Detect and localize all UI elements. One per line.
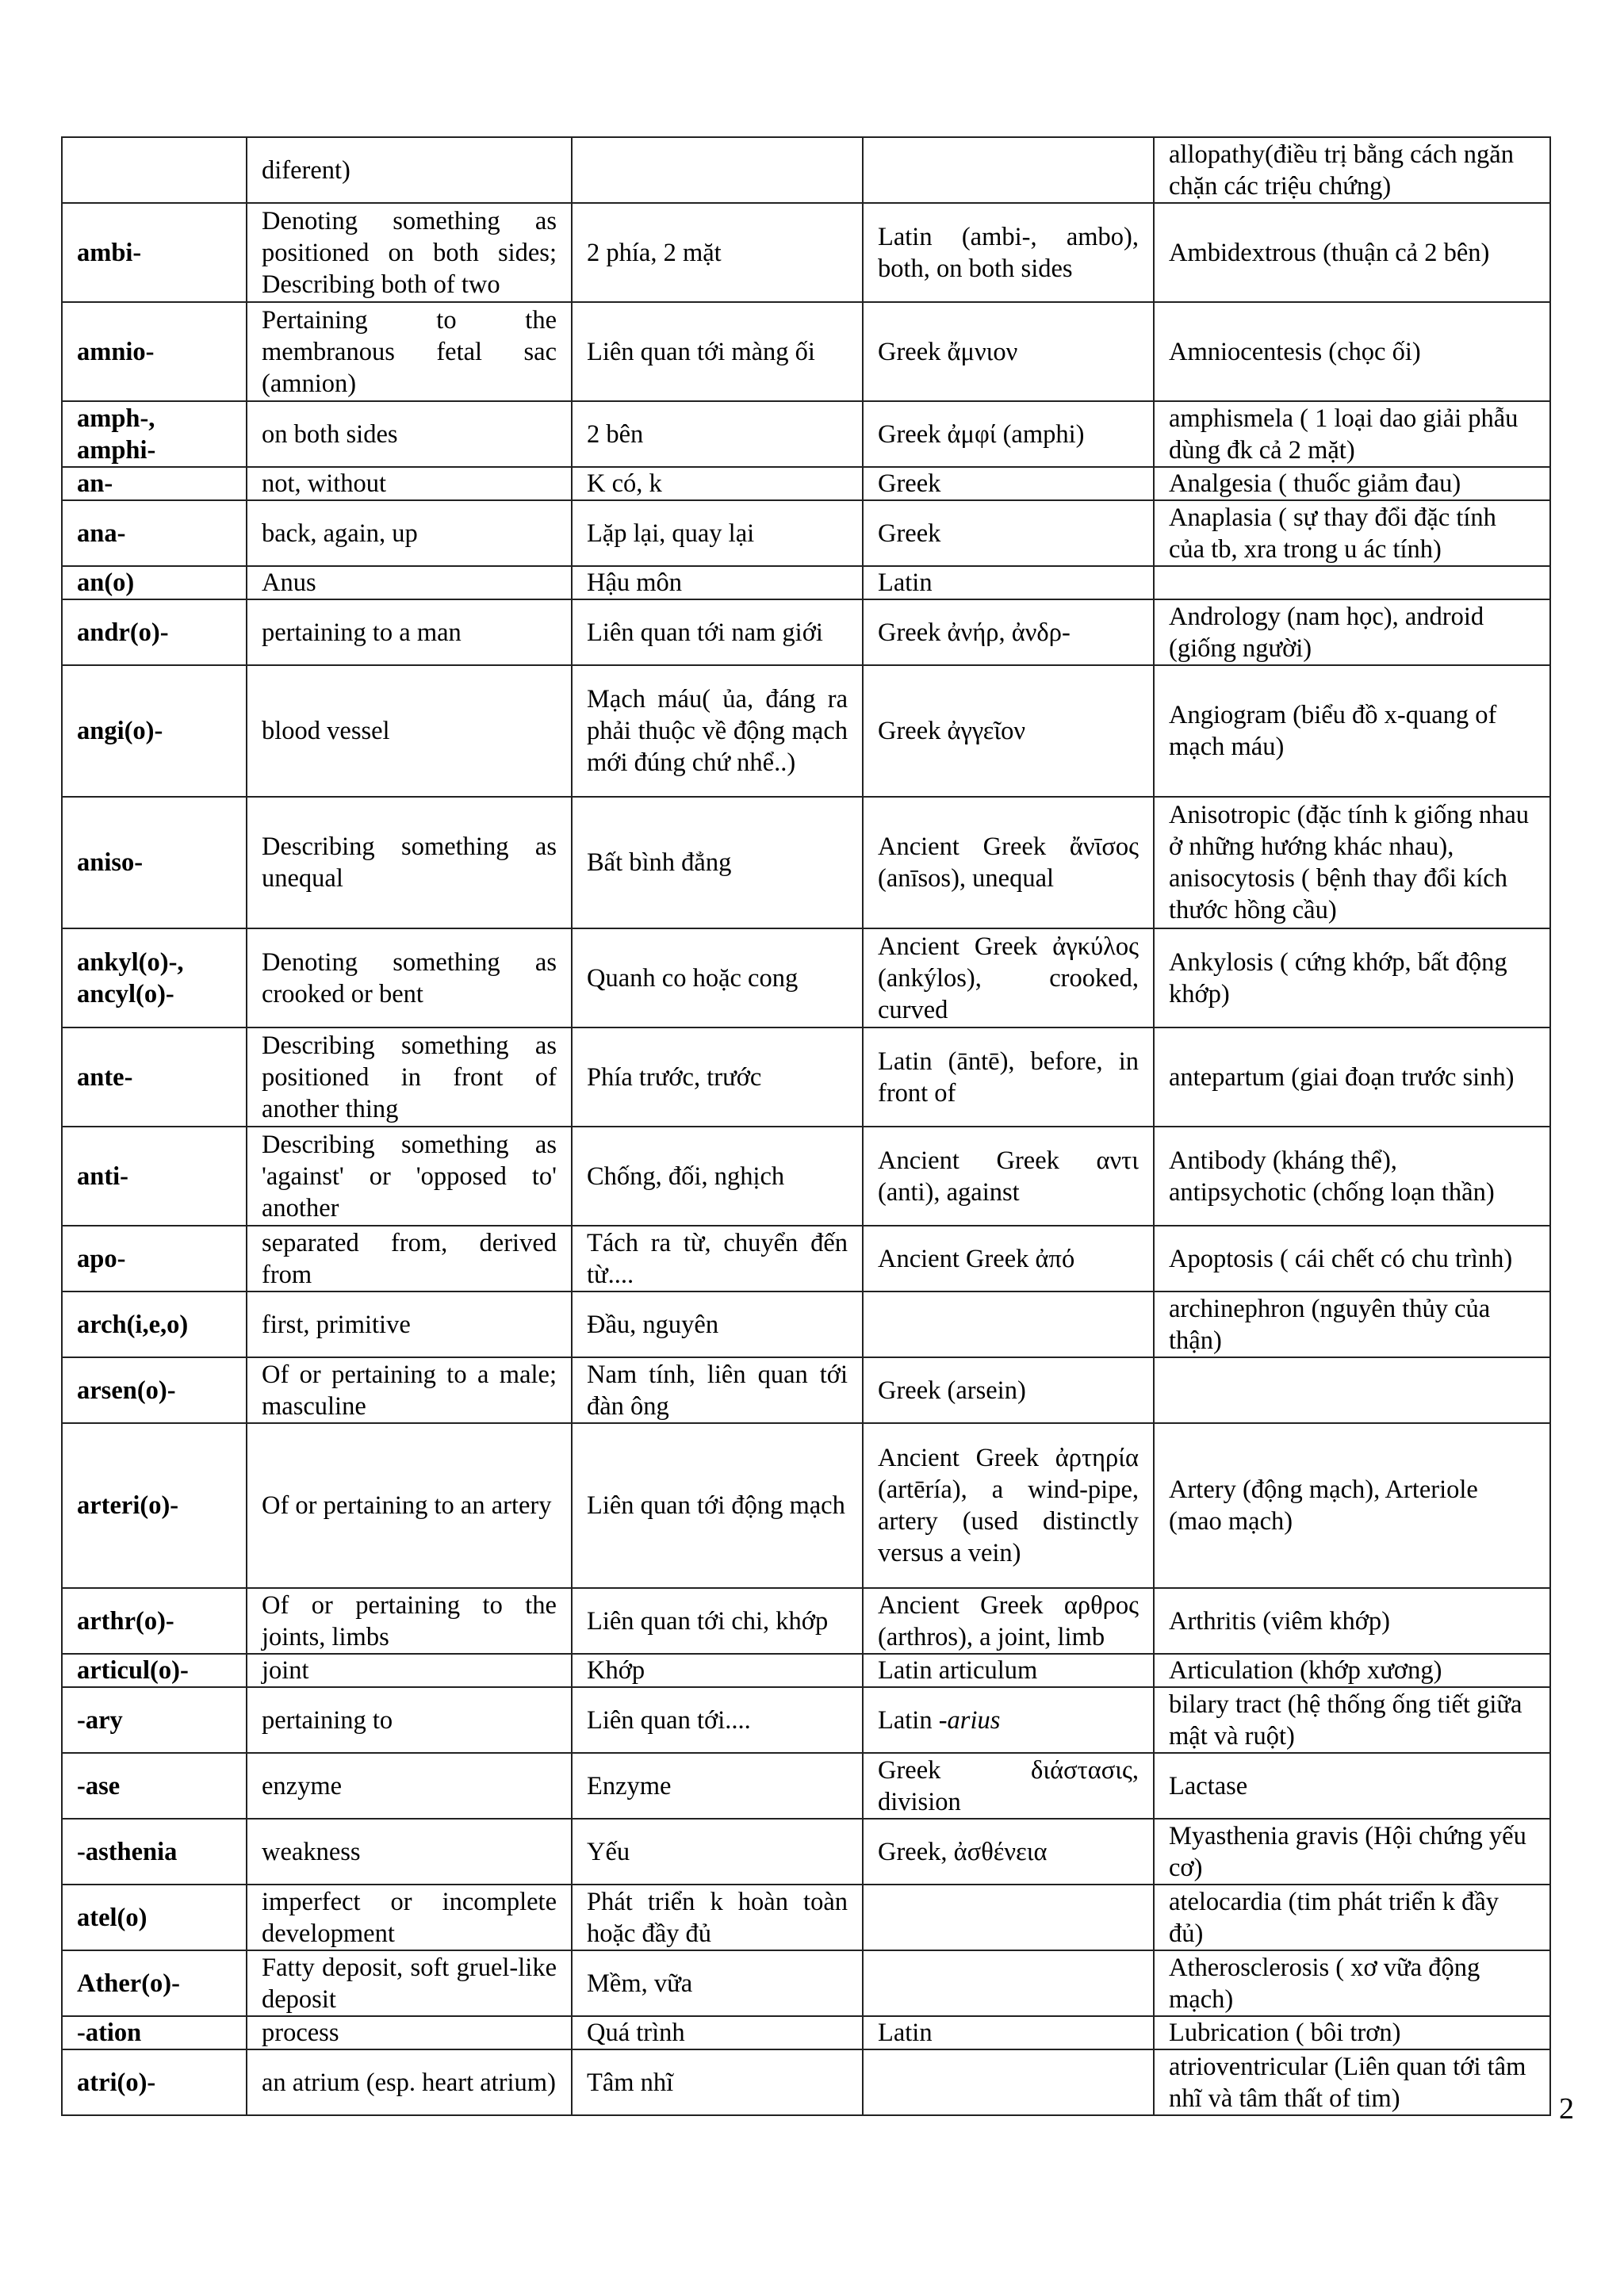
table-row [62, 467, 1550, 500]
example-cell: Amniocentesis (chọc ối) [1154, 302, 1550, 401]
table-row [62, 1819, 1550, 1885]
term-cell: -asthenia [62, 1819, 247, 1885]
meaning-cell: Of or pertaining to the joints, limbs [247, 1588, 572, 1654]
origin-cell: Latin [863, 2016, 1154, 2049]
origin-cell [863, 1885, 1154, 1950]
italic-suffix: -arius [938, 1705, 1001, 1735]
meaning-cell: Denoting something as crooked or bent [247, 928, 572, 1027]
origin-cell [863, 1292, 1154, 1357]
term-cell: ambi- [62, 203, 247, 302]
origin-cell: Greek (arsein) [863, 1357, 1154, 1423]
origin-cell: Greek ἀγγεῖον [863, 665, 1154, 797]
vietnamese-cell: Hậu môn [572, 566, 863, 599]
meaning-cell: on both sides [247, 401, 572, 467]
origin-cell: Ancient Greek ἀγκύλος (ankýlos), crooked, curved [863, 928, 1154, 1027]
vietnamese-cell: Tách ra từ, chuyển đến từ.... [572, 1226, 863, 1292]
meaning-cell: Of or pertaining to an artery [247, 1423, 572, 1588]
meaning-cell: weakness [247, 1819, 572, 1885]
vietnamese-cell: Quanh co hoặc cong [572, 928, 863, 1027]
vietnamese-cell: Liên quan tới động mạch [572, 1423, 863, 1588]
table-row [62, 1950, 1550, 2016]
example-cell: Atherosclerosis ( xơ vữa động mạch) [1154, 1950, 1550, 2016]
vietnamese-cell: Phát triển k hoàn toàn hoặc đầy đủ [572, 1885, 863, 1950]
term-cell: apo- [62, 1226, 247, 1292]
example-cell: bilary tract (hệ thống ống tiết giữa mật và ruột) [1154, 1687, 1550, 1753]
example-cell: Analgesia ( thuốc giảm đau) [1154, 467, 1550, 500]
example-cell: Apoptosis ( cái chết có chu trình) [1154, 1226, 1550, 1292]
origin-cell [863, 137, 1154, 203]
meaning-cell: Describing something as 'against' or 'opposed to' another [247, 1127, 572, 1226]
origin-cell: Greek διάστασις, division [863, 1753, 1154, 1819]
example-cell: Antibody (kháng thể), antipsychotic (chống loạn thần) [1154, 1127, 1550, 1226]
table-row [62, 1226, 1550, 1292]
vietnamese-cell: Yếu [572, 1819, 863, 1885]
table-row [62, 1423, 1550, 1588]
table-row [62, 1292, 1550, 1357]
example-cell: Anaplasia ( sự thay đổi đặc tính của tb, xra trong u ác tính) [1154, 500, 1550, 566]
table-row [62, 1588, 1550, 1654]
example-cell: Ankylosis ( cứng khớp, bất động khớp) [1154, 928, 1550, 1027]
table-row [62, 1753, 1550, 1819]
term-cell: arteri(o)- [62, 1423, 247, 1588]
meaning-cell: separated from, derived from [247, 1226, 572, 1292]
table-row [62, 1885, 1550, 1950]
example-cell: antepartum (giai đoạn trước sinh) [1154, 1027, 1550, 1127]
vietnamese-cell: 2 phía, 2 mặt [572, 203, 863, 302]
origin-cell: Greek ἀνήρ, ἀνδρ- [863, 599, 1154, 665]
meaning-cell: not, without [247, 467, 572, 500]
term-cell: -ary [62, 1687, 247, 1753]
meaning-cell: Denoting something as positioned on both sides; Describing both of two [247, 203, 572, 302]
origin-cell: Greek [863, 500, 1154, 566]
term-cell: an(o) [62, 566, 247, 599]
vietnamese-cell: Bất bình đẳng [572, 797, 863, 928]
meaning-cell: first, primitive [247, 1292, 572, 1357]
meaning-cell: Pertaining to the membranous fetal sac (amnion) [247, 302, 572, 401]
meaning-cell: Describing something as positioned in front of another thing [247, 1027, 572, 1127]
table-row [62, 1357, 1550, 1423]
term-cell: ankyl(o)-, ancyl(o)- [62, 928, 247, 1027]
example-cell: Angiogram (biểu đồ x-quang of mạch máu) [1154, 665, 1550, 797]
meaning-cell: an atrium (esp. heart atrium) [247, 2049, 572, 2115]
example-cell: Lactase [1154, 1753, 1550, 1819]
vietnamese-cell: Mềm, vữa [572, 1950, 863, 2016]
table-row [62, 1027, 1550, 1127]
vietnamese-cell: Lặp lại, quay lại [572, 500, 863, 566]
meaning-cell: imperfect or incomplete development [247, 1885, 572, 1950]
origin-cell: Latin (ambi-, ambo), both, on both sides [863, 203, 1154, 302]
term-cell: aniso- [62, 797, 247, 928]
meaning-cell: Describing something as unequal [247, 797, 572, 928]
vietnamese-cell: K có, k [572, 467, 863, 500]
origin-cell: Latin [863, 566, 1154, 599]
vietnamese-cell: Quá trình [572, 2016, 863, 2049]
example-cell: amphismela ( 1 loại dao giải phẫu dùng đk cả 2 mặt) [1154, 401, 1550, 467]
term-cell: amnio- [62, 302, 247, 401]
origin-cell: Ancient Greek ἄνῑσος (anīsos), unequal [863, 797, 1154, 928]
meaning-cell: enzyme [247, 1753, 572, 1819]
term-cell: andr(o)- [62, 599, 247, 665]
term-cell: -ation [62, 2016, 247, 2049]
term-cell: atri(o)- [62, 2049, 247, 2115]
table-row [62, 797, 1550, 928]
example-cell: allopathy(điều trị bằng cách ngăn chặn các triệu chứng) [1154, 137, 1550, 203]
meaning-cell: Anus [247, 566, 572, 599]
table-row [62, 1127, 1550, 1226]
table-row [62, 302, 1550, 401]
vietnamese-cell: Khớp [572, 1654, 863, 1687]
vietnamese-cell: Đầu, nguyên [572, 1292, 863, 1357]
table-row [62, 665, 1550, 797]
origin-cell: Greek [863, 467, 1154, 500]
table-row [62, 2016, 1550, 2049]
table-row [62, 1654, 1550, 1687]
vietnamese-cell: Liên quan tới màng ối [572, 302, 863, 401]
example-cell: Artery (động mạch), Arteriole (mao mạch) [1154, 1423, 1550, 1588]
vietnamese-cell: Liên quan tới.... [572, 1687, 863, 1753]
table-row [62, 401, 1550, 467]
origin-cell: Latin articulum [863, 1654, 1154, 1687]
vietnamese-cell: Phía trước, trước [572, 1027, 863, 1127]
table-row [62, 566, 1550, 599]
origin-cell: Latin -arius [863, 1687, 1154, 1753]
origin-cell [863, 2049, 1154, 2115]
example-cell: Anisotropic (đặc tính k giống nhau ở những hướng khác nhau), anisocytosis ( bệnh thay đổi kích thước hồng cầu) [1154, 797, 1550, 928]
vietnamese-cell: Enzyme [572, 1753, 863, 1819]
vietnamese-cell [572, 137, 863, 203]
table-row [62, 2049, 1550, 2115]
vietnamese-cell: Tâm nhĩ [572, 2049, 863, 2115]
origin-cell: Ancient Greek αρθρος (arthros), a joint, limb [863, 1588, 1154, 1654]
meaning-cell: blood vessel [247, 665, 572, 797]
example-cell [1154, 566, 1550, 599]
meaning-cell: joint [247, 1654, 572, 1687]
example-cell: Articulation (khớp xương) [1154, 1654, 1550, 1687]
table-row [62, 137, 1550, 203]
term-cell: -ase [62, 1753, 247, 1819]
vietnamese-cell: 2 bên [572, 401, 863, 467]
table-row [62, 500, 1550, 566]
vietnamese-cell: Liên quan tới chi, khớp [572, 1588, 863, 1654]
origin-cell: Ancient Greek ἀρτηρία (artēría), a wind-pipe, artery (used distinctly versus a vein) [863, 1423, 1154, 1588]
term-cell: arch(i,e,o) [62, 1292, 247, 1357]
page-number: 2 [1559, 2092, 1574, 2126]
term-cell: angi(o)- [62, 665, 247, 797]
origin-cell: Latin (āntē), before, in front of [863, 1027, 1154, 1127]
example-cell: Andrology (nam học), android (giống người) [1154, 599, 1550, 665]
meaning-cell: pertaining to a man [247, 599, 572, 665]
meaning-cell: diferent) [247, 137, 572, 203]
example-cell [1154, 1357, 1550, 1423]
vietnamese-cell: Mạch máu( ủa, đáng ra phải thuộc về động mạch mới đúng chứ nhể..) [572, 665, 863, 797]
example-cell: archinephron (nguyên thủy của thận) [1154, 1292, 1550, 1357]
term-cell: arthr(o)- [62, 1588, 247, 1654]
vietnamese-cell: Liên quan tới nam giới [572, 599, 863, 665]
term-cell: arsen(o)- [62, 1357, 247, 1423]
example-cell: Myasthenia gravis (Hội chứng yếu cơ) [1154, 1819, 1550, 1885]
origin-cell: Ancient Greek ἀπό [863, 1226, 1154, 1292]
origin-cell: Greek, ἀσθένεια [863, 1819, 1154, 1885]
medical-prefix-table [61, 136, 1551, 2116]
meaning-cell: back, again, up [247, 500, 572, 566]
vietnamese-cell: Nam tính, liên quan tới đàn ông [572, 1357, 863, 1423]
table-row [62, 1687, 1550, 1753]
term-cell: ante- [62, 1027, 247, 1127]
origin-cell [863, 1950, 1154, 2016]
meaning-cell: pertaining to [247, 1687, 572, 1753]
example-cell: Ambidextrous (thuận cả 2 bên) [1154, 203, 1550, 302]
table-body [62, 137, 1550, 2115]
table-row [62, 203, 1550, 302]
term-cell: atel(o) [62, 1885, 247, 1950]
origin-cell: Greek ἀμφί (amphi) [863, 401, 1154, 467]
meaning-cell: process [247, 2016, 572, 2049]
term-cell: Ather(o)- [62, 1950, 247, 2016]
meaning-cell: Fatty deposit, soft gruel-like deposit [247, 1950, 572, 2016]
term-cell: anti- [62, 1127, 247, 1226]
example-cell: Arthritis (viêm khớp) [1154, 1588, 1550, 1654]
term-cell: ana- [62, 500, 247, 566]
example-cell: atelocardia (tim phát triển k đầy đủ) [1154, 1885, 1550, 1950]
origin-cell: Ancient Greek αντι (anti), against [863, 1127, 1154, 1226]
table-row [62, 599, 1550, 665]
table-row [62, 928, 1550, 1027]
term-cell [62, 137, 247, 203]
origin-cell: Greek ἄμνιον [863, 302, 1154, 401]
term-cell: an- [62, 467, 247, 500]
example-cell: Lubrication ( bôi trơn) [1154, 2016, 1550, 2049]
term-cell: amph-, amphi- [62, 401, 247, 467]
vietnamese-cell: Chống, đối, nghịch [572, 1127, 863, 1226]
meaning-cell: Of or pertaining to a male; masculine [247, 1357, 572, 1423]
term-cell: articul(o)- [62, 1654, 247, 1687]
example-cell: atrioventricular (Liên quan tới tâm nhĩ và tâm thất of tim) [1154, 2049, 1550, 2115]
